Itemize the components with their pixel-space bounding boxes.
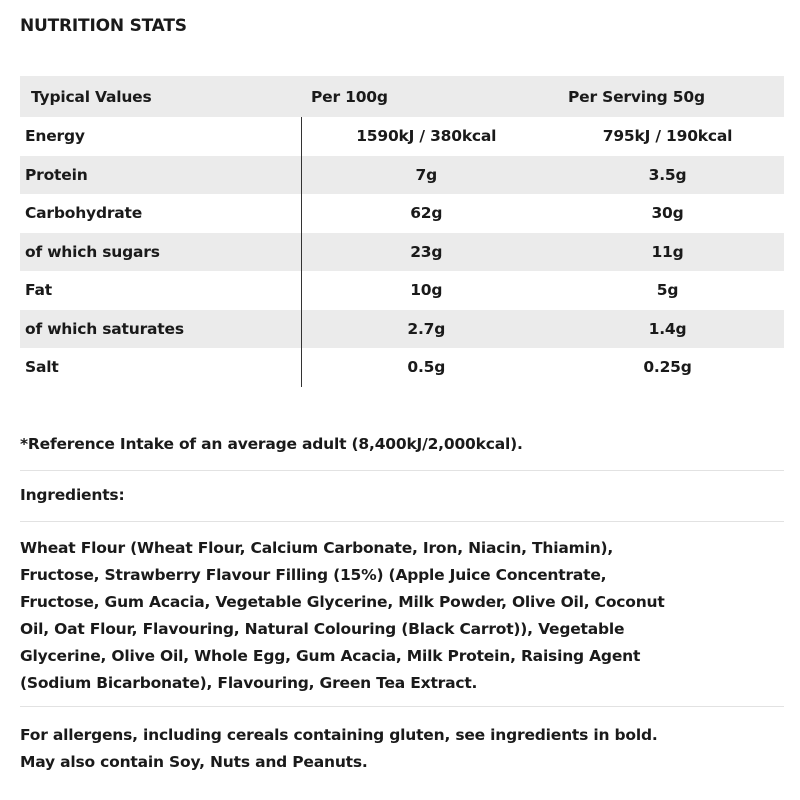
nutrient-name: of which saturates bbox=[20, 310, 301, 349]
value-per-serving: 5g bbox=[656, 281, 679, 300]
allergen-line: May also contain Soy, Nuts and Peanuts. bbox=[20, 753, 368, 771]
value-per-100g: 23g bbox=[301, 233, 551, 272]
table-row bbox=[20, 156, 784, 195]
ingredients-line: Glycerine, Olive Oil, Whole Egg, Gum Acacia, Milk Protein, Raising Agent bbox=[20, 647, 641, 665]
header-per-serving: Per Serving 50g bbox=[551, 76, 784, 117]
header-typical-values: Typical Values bbox=[20, 76, 301, 117]
table-row bbox=[20, 233, 784, 272]
value-per-100g: 7g bbox=[301, 156, 551, 195]
value-per-serving: 3.5g bbox=[551, 156, 784, 195]
nutrient-name: Carbohydrate bbox=[25, 204, 143, 223]
value-per-100g: 0.5g bbox=[301, 348, 551, 387]
value-per-100g: 62g bbox=[301, 194, 551, 233]
table-row bbox=[20, 310, 784, 349]
divider bbox=[20, 470, 784, 471]
ingredients-line: Wheat Flour (Wheat Flour, Calcium Carbonate, Iron, Niacin, Thiamin), bbox=[20, 539, 614, 557]
ingredients-line: Fructose, Gum Acacia, Vegetable Glycerine, Milk Powder, Olive Oil, Coconut bbox=[20, 593, 665, 611]
table-row bbox=[20, 194, 784, 233]
allergen-line: For allergens, including cereals containing gluten, see ingredients in bold. bbox=[20, 726, 658, 744]
value-per-serving: 30g bbox=[651, 204, 684, 223]
header-per-100g: Per 100g bbox=[301, 76, 551, 117]
nutrient-name: of which sugars bbox=[20, 233, 301, 272]
value-per-serving: 1.4g bbox=[551, 310, 784, 349]
ingredients-heading: Ingredients: bbox=[20, 486, 125, 504]
divider bbox=[20, 521, 784, 522]
value-per-100g: 10g bbox=[301, 271, 551, 310]
ingredients-text bbox=[20, 535, 665, 697]
nutrient-name: Energy bbox=[25, 127, 85, 146]
ingredients-line: (Sodium Bicarbonate), Flavouring, Green Tea Extract. bbox=[20, 674, 478, 692]
reference-note: *Reference Intake of an average adult (8,400kJ/2,000kcal). bbox=[20, 435, 523, 453]
value-per-100g: 1590kJ / 380kcal bbox=[301, 117, 551, 156]
table-row bbox=[20, 348, 784, 387]
divider bbox=[20, 706, 784, 707]
value-per-serving: 795kJ / 190kcal bbox=[602, 127, 733, 146]
value-per-serving: 0.25g bbox=[643, 358, 692, 377]
page-title: NUTRITION STATS bbox=[20, 16, 187, 36]
nutrient-name: Protein bbox=[20, 156, 301, 195]
table-row bbox=[20, 271, 784, 310]
nutrient-name: Fat bbox=[25, 281, 52, 300]
table-row bbox=[20, 117, 784, 156]
ingredients-line: Fructose, Strawberry Flavour Filling (15%) (Apple Juice Concentrate, bbox=[20, 566, 607, 584]
value-per-serving: 11g bbox=[551, 233, 784, 272]
table-header-row bbox=[20, 76, 784, 117]
nutrient-name: Salt bbox=[25, 358, 59, 377]
value-per-100g: 2.7g bbox=[301, 310, 551, 349]
allergen-text bbox=[20, 722, 658, 776]
ingredients-line: Oil, Oat Flour, Flavouring, Natural Colouring (Black Carrot)), Vegetable bbox=[20, 620, 625, 638]
nutrition-table bbox=[20, 76, 784, 387]
